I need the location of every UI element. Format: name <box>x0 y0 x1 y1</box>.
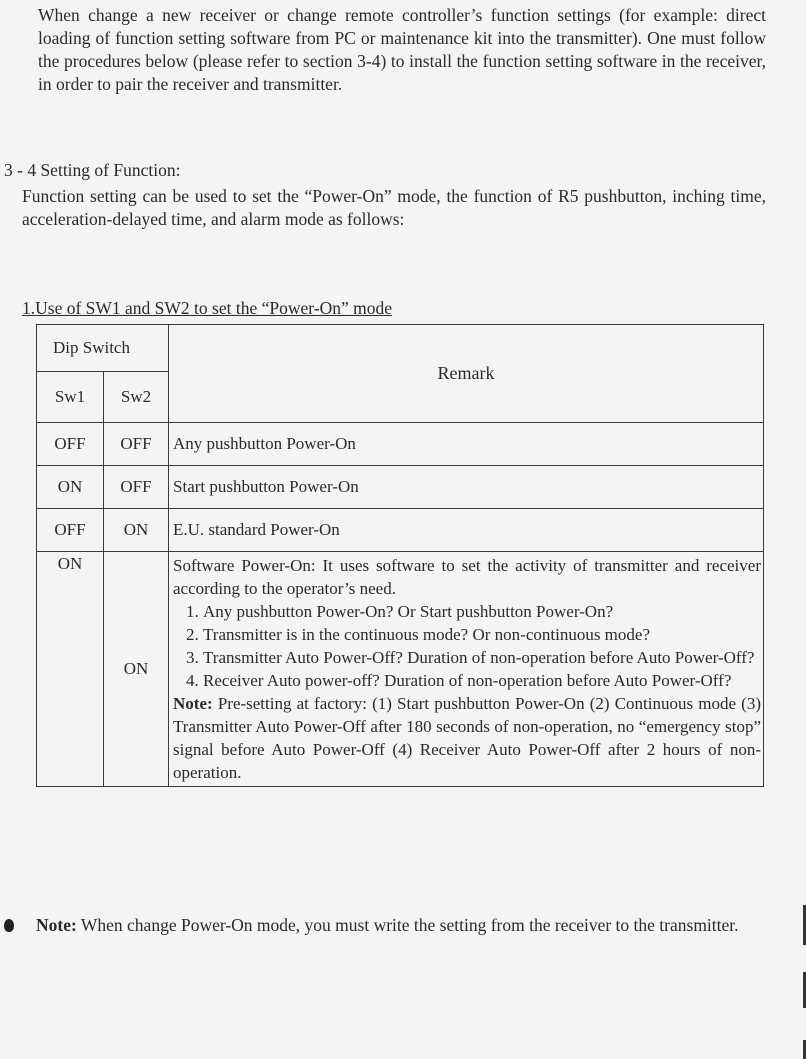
table-row <box>37 509 764 552</box>
sw2-value: OFF <box>104 423 169 466</box>
factory-note-text: Pre-setting at factory: (1) Start pushbutton Power-On (2) Continuous mode (3) Transmitter Auto Power-Off after 180 seconds of non-operation, no “emergency stop” signal before Auto Power-Off (4) Receiver Auto Power-Off after 2 hours of non-operation. <box>173 694 761 782</box>
sw1-value: OFF <box>37 423 104 466</box>
list-item: 2. Transmitter is in the continuous mode? Or non-continuous mode? <box>203 623 761 646</box>
sw1-header: Sw1 <box>37 372 104 423</box>
table-row <box>37 466 764 509</box>
remark-value: Start pushbutton Power-On <box>169 466 764 509</box>
sw2-value: ON <box>104 552 169 787</box>
bottom-note-text: When change Power-On mode, you must write the setting from the receiver to the transmitter. <box>76 915 739 935</box>
software-remark-intro: Software Power-On: It uses software to set the activity of transmitter and receiver according to the operator’s need. <box>173 556 761 598</box>
dip-switch-header: Dip Switch <box>37 325 169 372</box>
list-item: 1. Any pushbutton Power-On? Or Start pushbutton Power-On? <box>203 600 761 623</box>
section-heading: 3 - 4 Setting of Function: <box>4 160 181 180</box>
intro-paragraph: When change a new receiver or change remote controller’s function settings (for example: direct loading of function setting software from PC or maintenance kit into the transmitter). One must follow the procedures below (please refer to section 3-4) to install the function setting software in the receiver, in order to pair the receiver and transmitter. <box>38 5 766 94</box>
section-description: Function setting can be used to set the “Power-On” mode, the function of R5 pushbutton, inching time, acceleration-delayed time, and alarm mode as follows: <box>22 186 766 229</box>
bullet-icon <box>4 919 14 932</box>
bottom-note <box>36 914 766 937</box>
list-item: 4. Receiver Auto power-off? Duration of non-operation before Auto Power-Off? <box>203 669 761 692</box>
factory-note-label: Note: <box>173 694 213 713</box>
table-title <box>22 298 392 319</box>
table-header-row <box>37 325 764 372</box>
remark-value: Any pushbutton Power-On <box>169 423 764 466</box>
sw2-value: OFF <box>104 466 169 509</box>
bottom-note-label: Note: <box>36 915 77 935</box>
remark-header: Remark <box>169 325 764 423</box>
sw1-value: ON <box>37 466 104 509</box>
sw2-value: ON <box>104 509 169 552</box>
table-title-number: 1. <box>22 298 36 318</box>
remark-value: E.U. standard Power-On <box>169 509 764 552</box>
sw2-header: Sw2 <box>104 372 169 423</box>
table-title-text: Use of SW1 and SW2 to set the “Power-On” mode <box>35 298 392 318</box>
software-remark <box>169 552 764 787</box>
list-item: 3. Transmitter Auto Power-Off? Duration of non-operation before Auto Power-Off? <box>203 646 761 669</box>
software-options-list <box>173 600 761 692</box>
power-on-table <box>36 324 764 787</box>
factory-note <box>173 692 761 784</box>
table-row-software <box>37 552 764 787</box>
sw1-value: OFF <box>37 509 104 552</box>
table-row <box>37 423 764 466</box>
sw1-value: ON <box>37 552 104 787</box>
